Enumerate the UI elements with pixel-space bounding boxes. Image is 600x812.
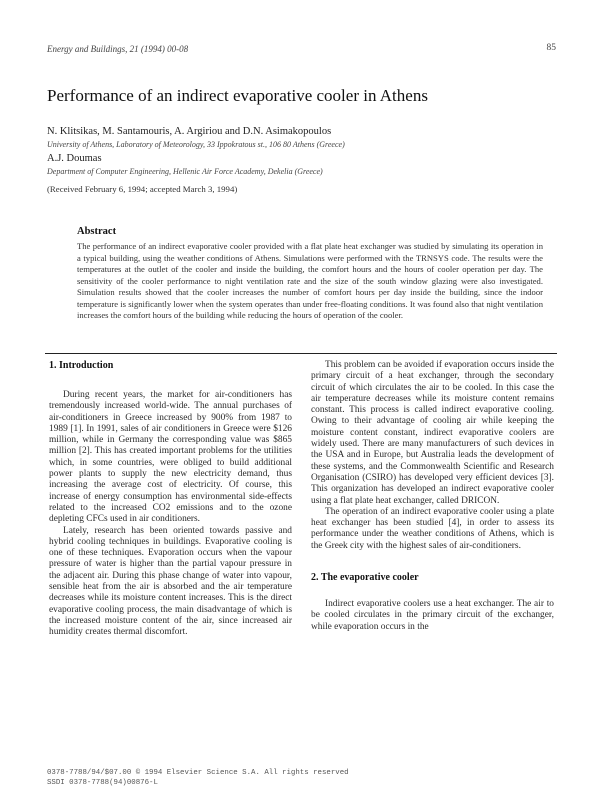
ssdi-line: SSDI 0378-7788(94)00876-L [47, 779, 158, 787]
introduction-paragraph: During recent years, the market for air-conditioners has tremendously increased world-wide. The annual purchases of air-conditioners in Greece increased by 900% from 1987 to 1989 [1]. In 1991, sales of air conditioners in Greece were $126 million, while in Germany the corresponding value was $865 million [2]. This has created important problems for the utilities which, in some countries, were obliged to build additional power plants to supply the new electricity demand, thus increasing the average cost of electricity. Of course, this increase of energy consumption has environmental side-effects related to the increased CO2 emissions and to the ozone depleting CFCs used in air conditioners. [49, 390, 292, 525]
copyright-line: 0378-7788/94/$07.00 © 1994 Elsevier Science S.A. All rights reserved [47, 769, 349, 777]
affiliation-primary: University of Athens, Laboratory of Meteorology, 33 Ippokratous st., 106 80 Athens (Greece) [47, 140, 345, 149]
section-divider [45, 353, 557, 354]
right-column [311, 360, 554, 633]
authors-primary: N. Klitsikas, M. Santamouris, A. Argiriou and D.N. Asimakopoulos [47, 126, 332, 137]
received-dates: (Received February 6, 1994; accepted March 3, 1994) [47, 184, 238, 194]
page-number: 85 [546, 43, 556, 53]
introduction-heading: 1. Introduction [49, 360, 114, 371]
body-paragraph: The operation of an indirect evaporative cooler using a plate heat exchanger has been studied [4], in order to assess its performance under the weather conditions of Athens, which is the Greek city with the highest sales of air-conditioners. [311, 506, 554, 551]
abstract-text: The performance of an indirect evaporative cooler provided with a flat plate heat exchanger was studied by simulating its operation in a typical building, using the weather conditions of Athens. Simulations were performed with the TRNSYS code. The results were the temperatures at the outlet of the cooler and inside the building, the comfort hours and the hours of cooler operation per day. The sensitivity of the cooler performance to night ventilation rate and the size of the south window glazing were also investigated. Simulation results showed that the cooler increases the number of comfort hours per day inside the building, since the indoor temperature is significantly lower when the system operates than under free-floating conditions. It was found also that night ventilation increases the comfort hours of the building while reducing the hours of operation of the cooler. [77, 241, 543, 320]
journal-citation: Energy and Buildings, 21 (1994) 00-08 [47, 44, 189, 54]
affiliation-secondary: Department of Computer Engineering, Hellenic Air Force Academy, Dekelia (Greece) [47, 167, 323, 176]
evaporative-cooler-heading: 2. The evaporative cooler [311, 572, 419, 584]
paper-title: Performance of an indirect evaporative cooler in Athens [47, 86, 428, 105]
introduction-paragraph: Lately, research has been oriented towards passive and hybrid cooling techniques in buildings. Evaporative cooling is one of these techniques. Evaporation occurs when the vapour pressure of water is higher than the partial vapour pressure in the adjacent air. During this phase change of water into vapour, sensible heat from the air is absorbed and the air temperature decreases while its moisture content increases. This is the direct evaporative cooling process, the main disadvantage of which is the increased moisture content of the air, since increased air humidity creates thermal discomfort. [49, 525, 292, 638]
left-column [49, 360, 292, 639]
body-paragraph: Indirect evaporative coolers use a heat exchanger. The air to be cooled circulates in the primary circuit of the exchanger, while evaporation occurs in the [311, 599, 554, 632]
body-paragraph: This problem can be avoided if evaporation occurs inside the primary circuit of a heat exchanger, through the secondary circuit of which circulates the air to be cooled. In this case the air temperature decreases while its moisture content remains constant. This process is called indirect evaporative cooling. Owing to their advantage of cooling air while keeping the moisture content constant, indirect evaporative coolers are widely used. There are many manufacturers of such devices in the USA and in Europe, but Australia leads the development of these systems, and the Commonwealth Scientific and Research Organisation (CSIRO) has developed very efficient devices [3]. This organization has developed an indirect evaporative cooler using a flat plate heat exchanger, called DRICON. [311, 360, 554, 506]
abstract-heading: Abstract [77, 226, 117, 237]
authors-secondary: A.J. Doumas [47, 153, 102, 164]
